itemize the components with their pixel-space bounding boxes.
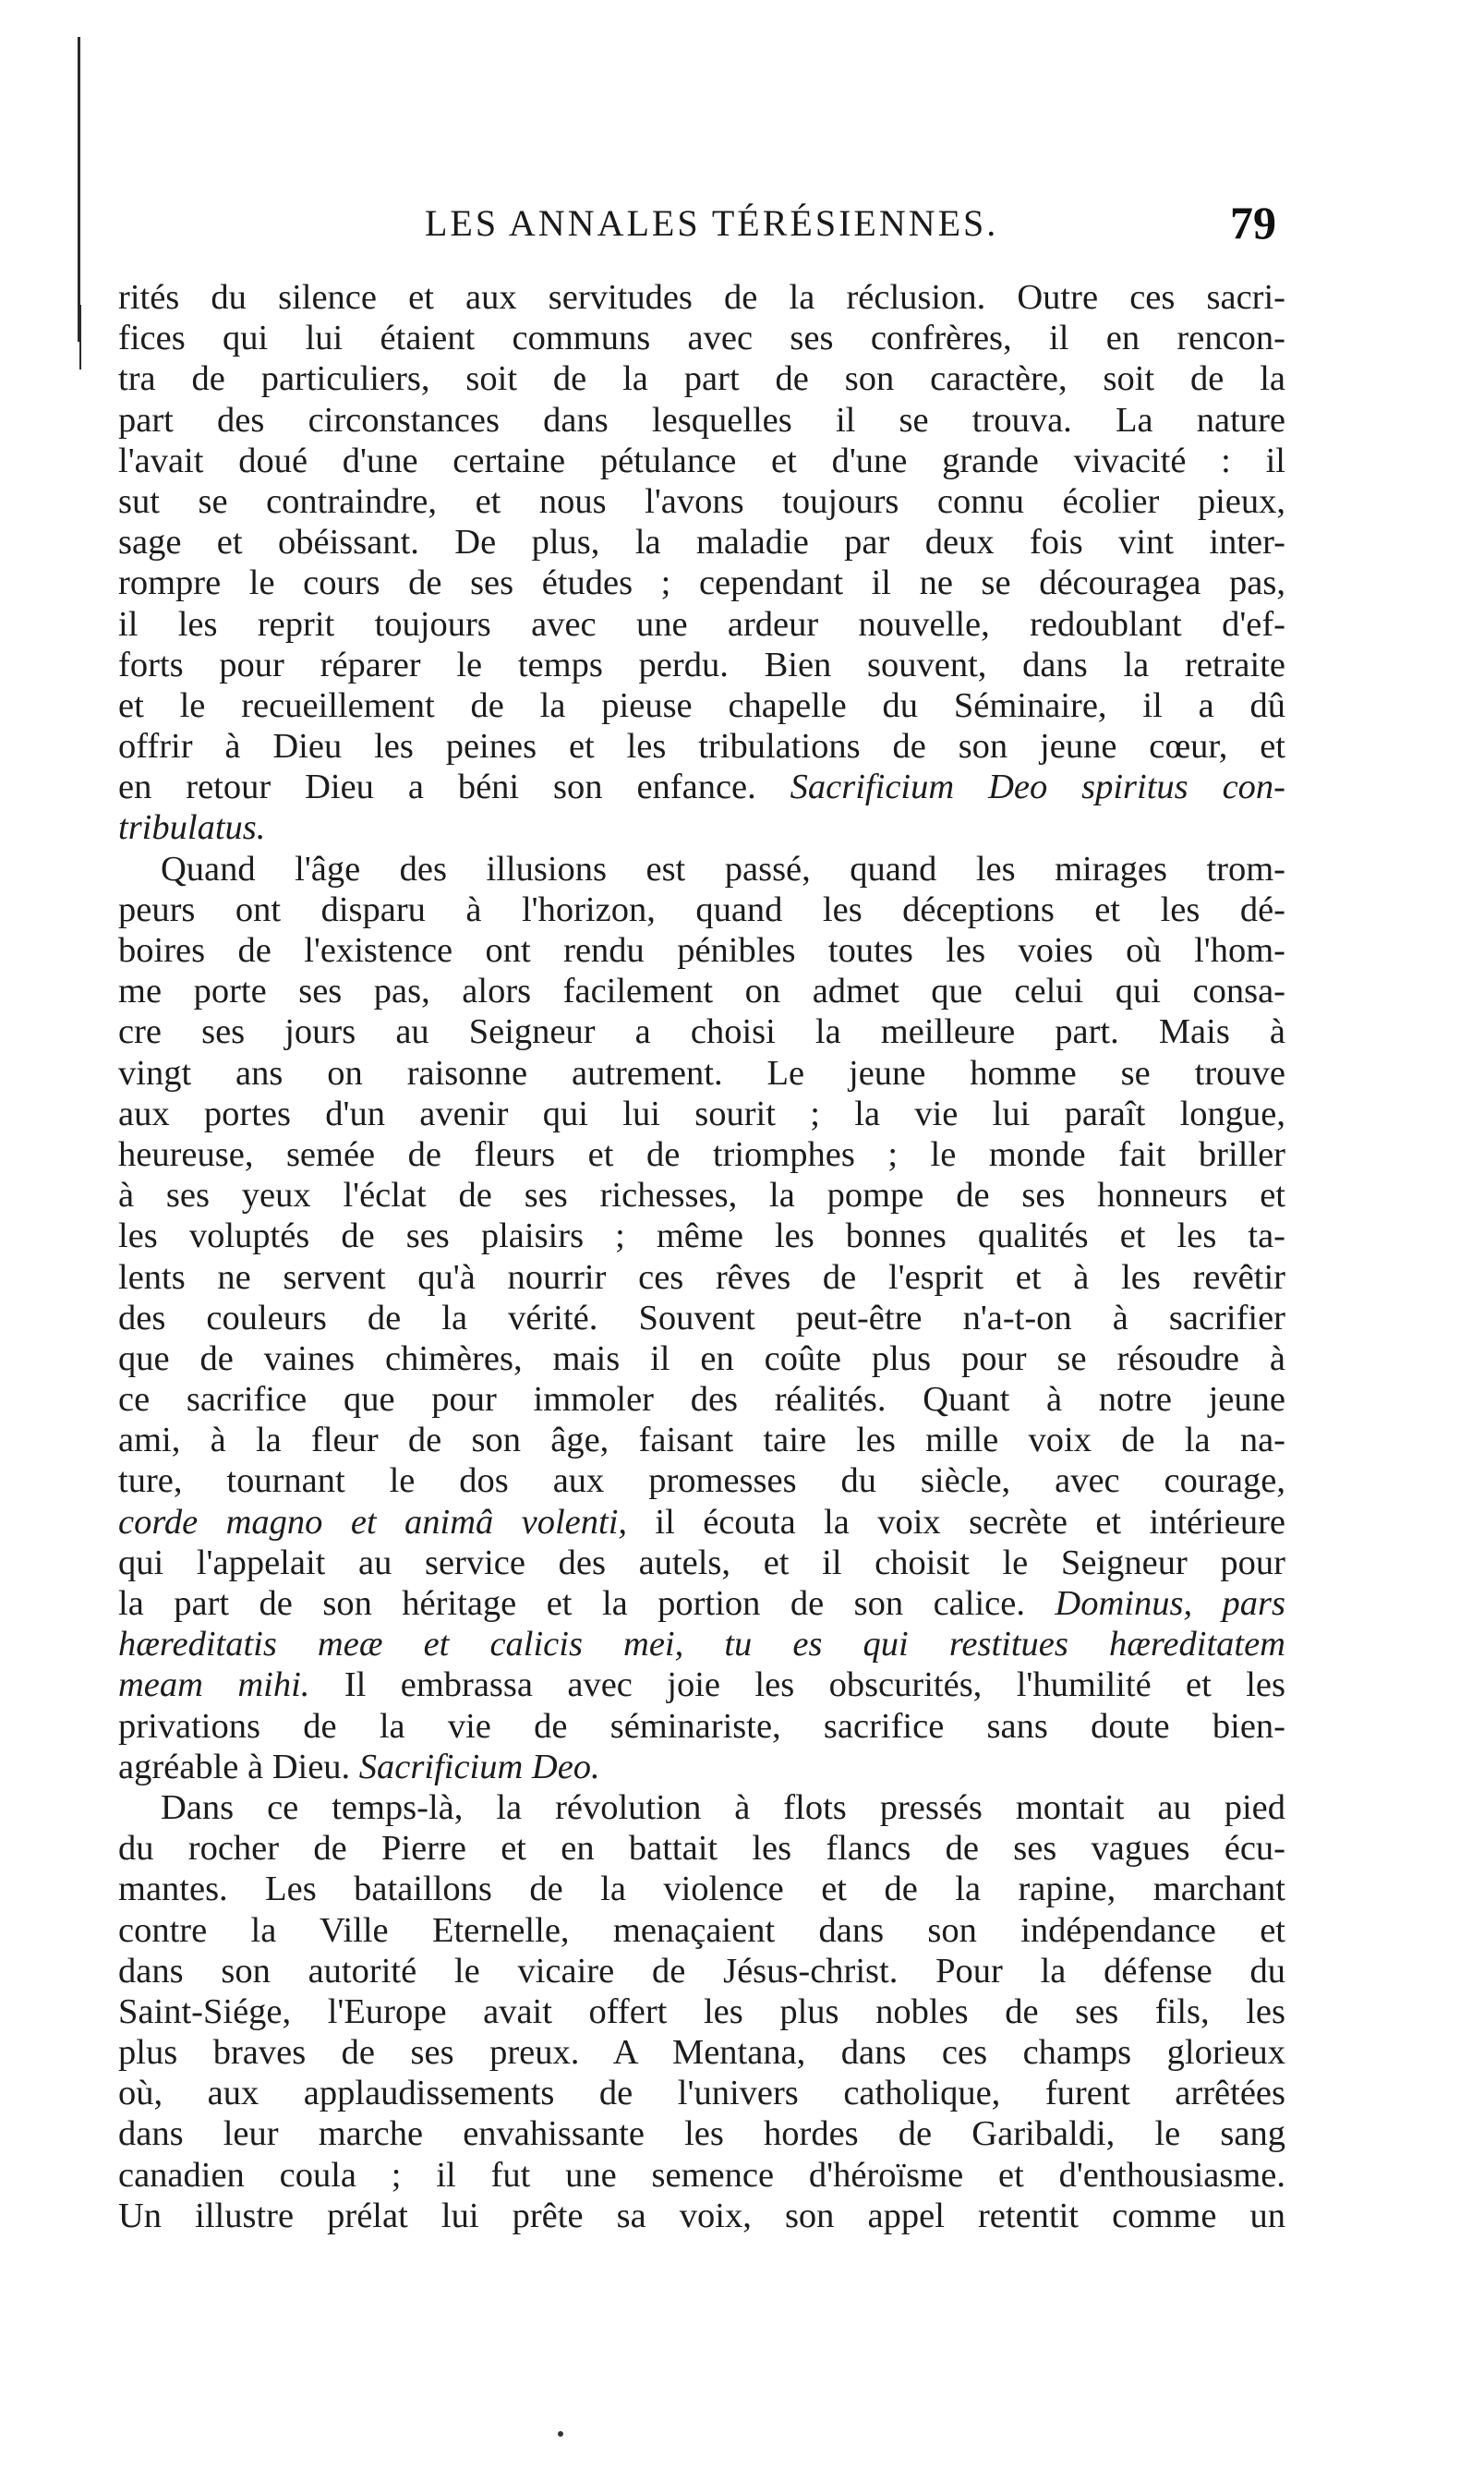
- line-text: il les reprit toujours avec une ardeur nouvelle, redoublant d'ef-: [118, 604, 1285, 644]
- text-line: [118, 1706, 1285, 1747]
- running-head: [0, 197, 1484, 257]
- text-line: [118, 807, 1285, 848]
- text-line: [118, 1216, 1285, 1256]
- paragraph: [118, 277, 1285, 849]
- text-line: [118, 1053, 1285, 1094]
- line-text: ce sacrifice que pour immoler des réalités. Quant à notre jeune: [118, 1380, 1285, 1420]
- line-text: Saint-Siége, l'Europe avait offert les plus nobles de ses fils, les: [118, 1991, 1285, 2031]
- text-line: [118, 685, 1285, 726]
- latin-quote: meam mihi.: [118, 1665, 310, 1705]
- text-line: [118, 2113, 1285, 2154]
- text-line: [118, 767, 1285, 807]
- line-text: Dans ce temps-là, la révolution à flots pressés montait au pied: [161, 1787, 1285, 1827]
- latin-quote: Sacrificium Deo spiritus con-: [755, 768, 1285, 807]
- line-text: du rocher de Pierre et en battait les flancs de ses vagues écu-: [118, 1829, 1285, 1869]
- line-text: offrir à Dieu les peines et les tribulations de son jeune cœur, et: [118, 727, 1285, 767]
- text-line: [118, 930, 1285, 971]
- line-text: ture, tournant le dos aux promesses du siècle, avec courage,: [118, 1461, 1285, 1501]
- text-line: [118, 890, 1285, 930]
- text-line: [118, 1543, 1285, 1583]
- line-text: les voluptés de ses plaisirs ; même les bonnes qualités et les ta-: [118, 1216, 1285, 1256]
- margin-rule: [78, 37, 80, 342]
- text-line: [118, 1298, 1285, 1338]
- line-text: tra de particuliers, soit de la part de son caractère, soit de la: [118, 359, 1285, 399]
- text-line: [118, 1624, 1285, 1664]
- text-line: [118, 726, 1285, 767]
- line-text: fices qui lui étaient communs avec ses confrères, il en rencon-: [118, 319, 1285, 358]
- line-text: canadien coula ; il fut une semence d'héroïsme et d'enthousiasme.: [118, 2155, 1285, 2195]
- line-text: ami, à la fleur de son âge, faisant taire les mille voix de la na-: [118, 1421, 1285, 1460]
- text-line: [118, 1664, 1285, 1705]
- text-line: [118, 1502, 1285, 1543]
- line-text: Un illustre prélat lui prête sa voix, son appel retentit comme un: [118, 2196, 1285, 2235]
- line-text: boires de l'existence ont rendu pénibles toutes les voies où l'hom-: [118, 931, 1285, 970]
- text-line: [118, 1379, 1285, 1420]
- text-line: [118, 1134, 1285, 1175]
- line-text: vingt ans on raisonne autrement. Le jeune homme se trouve: [118, 1053, 1285, 1093]
- line-text: à ses yeux l'éclat de ses richesses, la pompe de ses honneurs et: [118, 1176, 1285, 1216]
- line-text: lents ne servent qu'à nourrir ces rêves de l'esprit et à les revêtir: [118, 1257, 1285, 1297]
- line-text: rités du silence et aux servitudes de la réclusion. Outre ces sacri-: [118, 278, 1285, 317]
- line-text: sage et obéissant. De plus, la maladie par deux fois vint inter-: [118, 523, 1285, 563]
- text-line: [118, 2032, 1285, 2073]
- line-text: part des circonstances dans lesquelles il se trouva. La nature: [118, 400, 1285, 440]
- line-text: l'avait doué d'une certaine pétulance et d'une grande vivacité : il: [118, 441, 1285, 480]
- text-line: [118, 2155, 1285, 2196]
- line-text-after: Il embrassa avec joie les obscurités, l'humilité et les: [309, 1665, 1285, 1705]
- text-line: [118, 604, 1285, 645]
- text-line: [118, 849, 1285, 890]
- text-line: [118, 971, 1285, 1011]
- line-text: Quand l'âge des illusions est passé, quand les mirages trom-: [161, 849, 1285, 889]
- line-text: dans leur marche envahissante les hordes de Garibaldi, le sang: [118, 2114, 1285, 2154]
- line-text: dans son autorité le vicaire de Jésus-christ. Pour la défense du: [118, 1951, 1285, 1991]
- line-text: heureuse, semée de fleurs et de triomphes ; le monde fait briller: [118, 1134, 1285, 1174]
- latin-quote: Dominus, pars: [1024, 1584, 1285, 1623]
- text-line: [118, 1787, 1285, 1828]
- line-text: mantes. Les bataillons de la violence et de la rapine, marchant: [118, 1870, 1285, 1909]
- text-line: [118, 563, 1285, 603]
- latin-quote: Sacrificium Deo.: [350, 1747, 600, 1786]
- line-text: des couleurs de la vérité. Souvent peut-être n'a-t-on à sacrifier: [118, 1298, 1285, 1337]
- latin-quote: corde magno et animâ volenti,: [118, 1502, 628, 1542]
- text-line: [118, 1338, 1285, 1379]
- text-line: [118, 1747, 1285, 1787]
- latin-quote: hæreditatis meæ et calicis mei, tu es qui restitues hæreditatem: [118, 1625, 1285, 1664]
- text-line: [118, 1257, 1285, 1298]
- paragraph: [118, 1787, 1285, 2236]
- text-line: [118, 1420, 1285, 1460]
- text-line: [118, 1910, 1285, 1951]
- line-text: en retour Dieu a béni son enfance.: [118, 768, 756, 807]
- text-line: [118, 318, 1285, 358]
- text-body: [118, 277, 1285, 2236]
- text-line: [118, 522, 1285, 563]
- line-text: la part de son héritage et la portion de son calice.: [118, 1584, 1025, 1623]
- text-line: [118, 400, 1285, 441]
- latin-quote: tribulatus.: [118, 808, 266, 848]
- text-line: [118, 277, 1285, 318]
- line-text: qui l'appelait au service des autels, et il choisit le Seigneur pour: [118, 1543, 1285, 1582]
- line-text: aux portes d'un avenir qui lui sourit ; la vie lui paraît longue,: [118, 1094, 1285, 1133]
- text-line: [118, 1094, 1285, 1134]
- line-text-after: il écouta la voix secrète et intérieure: [627, 1502, 1285, 1542]
- line-text: contre la Ville Eternelle, menaçaient dans son indépendance et: [118, 1910, 1285, 1950]
- text-line: [118, 1011, 1285, 1052]
- line-text: cre ses jours au Seigneur a choisi la meilleure part. Mais à: [118, 1012, 1285, 1052]
- text-line: [118, 2073, 1285, 2113]
- line-text: peurs ont disparu à l'horizon, quand les déceptions et les dé-: [118, 890, 1285, 929]
- line-text: plus braves de ses preux. A Mentana, dans ces champs glorieux: [118, 2033, 1285, 2073]
- page-speck: [558, 2431, 563, 2437]
- text-line: [118, 1460, 1285, 1501]
- text-line: [118, 645, 1285, 685]
- paragraph: [118, 849, 1285, 1787]
- line-text: agréable à Dieu.: [118, 1747, 351, 1786]
- running-title: LES ANNALES TÉRÉSIENNES.: [425, 202, 999, 244]
- text-line: [118, 2196, 1285, 2236]
- text-line: [118, 441, 1285, 481]
- text-line: [118, 1951, 1285, 1991]
- text-line: [118, 1869, 1285, 1909]
- line-text: sut se contraindre, et nous l'avons toujours connu écolier pieux,: [118, 481, 1285, 521]
- margin-rule-lower: [79, 305, 81, 369]
- line-text: que de vaines chimères, mais il en coûte plus pour se résoudre à: [118, 1338, 1285, 1378]
- text-line: [118, 1991, 1285, 2032]
- text-line: [118, 1175, 1285, 1216]
- line-text: et le recueillement de la pieuse chapelle du Séminaire, il a dû: [118, 685, 1285, 725]
- line-text: me porte ses pas, alors facilement on admet que celui qui consa-: [118, 972, 1285, 1011]
- text-line: [118, 1828, 1285, 1869]
- page-number: 79: [1230, 197, 1276, 248]
- line-text: où, aux applaudissements de l'univers catholique, furent arrêtées: [118, 2074, 1285, 2113]
- text-line: [118, 358, 1285, 399]
- text-line: [118, 1583, 1285, 1624]
- text-line: [118, 481, 1285, 522]
- line-text: rompre le cours de ses études ; cependant il ne se découragea pas,: [118, 563, 1285, 603]
- line-text: forts pour réparer le temps perdu. Bien souvent, dans la retraite: [118, 645, 1285, 684]
- line-text: privations de la vie de séminariste, sacrifice sans doute bien-: [118, 1706, 1285, 1746]
